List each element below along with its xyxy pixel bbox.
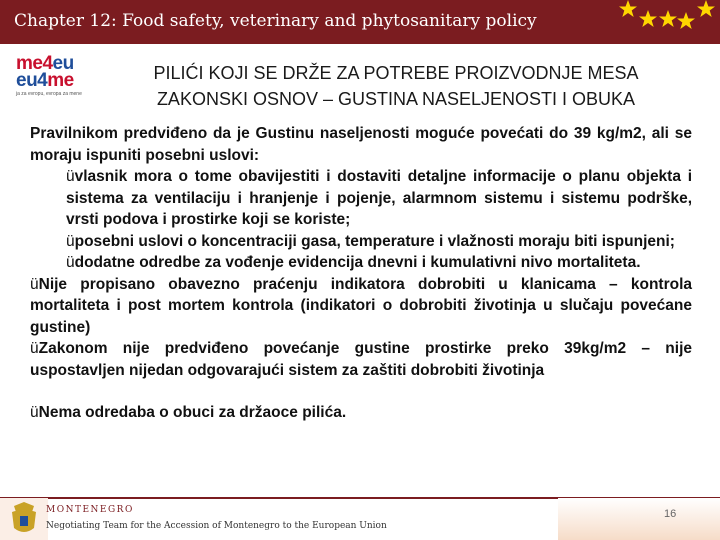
bullet-4 [30, 402, 692, 424]
footer-country: MONTENEGRO [46, 505, 134, 515]
paragraph-intro: Pravilnikom predviđeno da je Gustinu naseljenosti moguće povećati do 39 kg/m2, ali se moraju ispuniti posebni uslovi: [30, 125, 692, 164]
logo-text-eu4: eu4 [16, 70, 48, 91]
bullet-sub-3-text: dodatne odredbe za vođenje evidencija dnevni i kumulativni nivo mortaliteta. [74, 254, 641, 271]
slide-title-line-2: ZAKONSKI OSNOV – GUSTINA NASELJENOSTI I OBUKA [156, 89, 636, 109]
header-bar [0, 0, 720, 44]
check-icon: ü [30, 404, 39, 421]
footer-gradient [558, 498, 720, 540]
bullet-3-text: Zakonom nije predviđeno povećanje gustine prostirke preko 39kg/m2 – nije uspostavljen nijedan odgovarajući sistem za zaštiti dobrobiti životinja [30, 340, 692, 379]
bullet-3 [30, 338, 692, 381]
slide-title [86, 60, 706, 112]
bullet-sub-3 [66, 252, 692, 274]
footer-team: Negotiating Team for the Accession of Montenegro to the European Union [46, 521, 387, 531]
spacer [30, 381, 692, 402]
logo-text-me4: me4 [16, 53, 53, 74]
eu-stars-icon [610, 0, 720, 44]
logo-tagline: ja za evropu, evropa za mene [16, 91, 82, 97]
bullet-sub-1-text: vlasnik mora o tome obavijestiti i dostaviti detaljne informacije o planu objekta i sistema za ventilaciju i hranjenje i pojenje, alarmnom sistemu i sistemu podrške, vrsti podova i prostirke koji se koriste; [66, 168, 692, 228]
bullet-2 [30, 274, 692, 339]
page-number: 16 [664, 508, 677, 520]
slide-body [30, 123, 692, 424]
logo-text-me: me [47, 70, 74, 91]
check-icon: ü [30, 340, 39, 357]
bullet-sub-1 [66, 166, 692, 231]
check-icon: ü [66, 168, 75, 185]
bullet-sub-2 [66, 231, 692, 253]
bullet-2-text: Nije propisano obavezno praćenju indikatora dobrobiti u klanicama – kontrola mortaliteta i post mortem kontrola (indikatori o dobrobiti životinja u slučaju povećane gustine) [30, 275, 692, 336]
check-icon: ü [66, 254, 75, 271]
bullet-sub-2-text: posebni uslovi o koncentraciji gasa, temperature i vlažnosti moraju biti ispunjeni; [74, 232, 675, 250]
logo-text-eu: eu [52, 53, 74, 74]
check-icon: ü [30, 275, 39, 293]
chapter-title: Chapter 12: Food safety, veterinary and phytosanitary policy [14, 11, 537, 31]
check-icon: ü [66, 232, 75, 250]
bullet-4-text: Nema odredaba o obuci za držaoce pilića. [38, 404, 347, 421]
montenegro-coat-of-arms-icon [0, 498, 48, 540]
slide-title-line-1: PILIĆI KOJI SE DRŽE ZA POTREBE PROIZVODNJE MESA [153, 63, 639, 83]
